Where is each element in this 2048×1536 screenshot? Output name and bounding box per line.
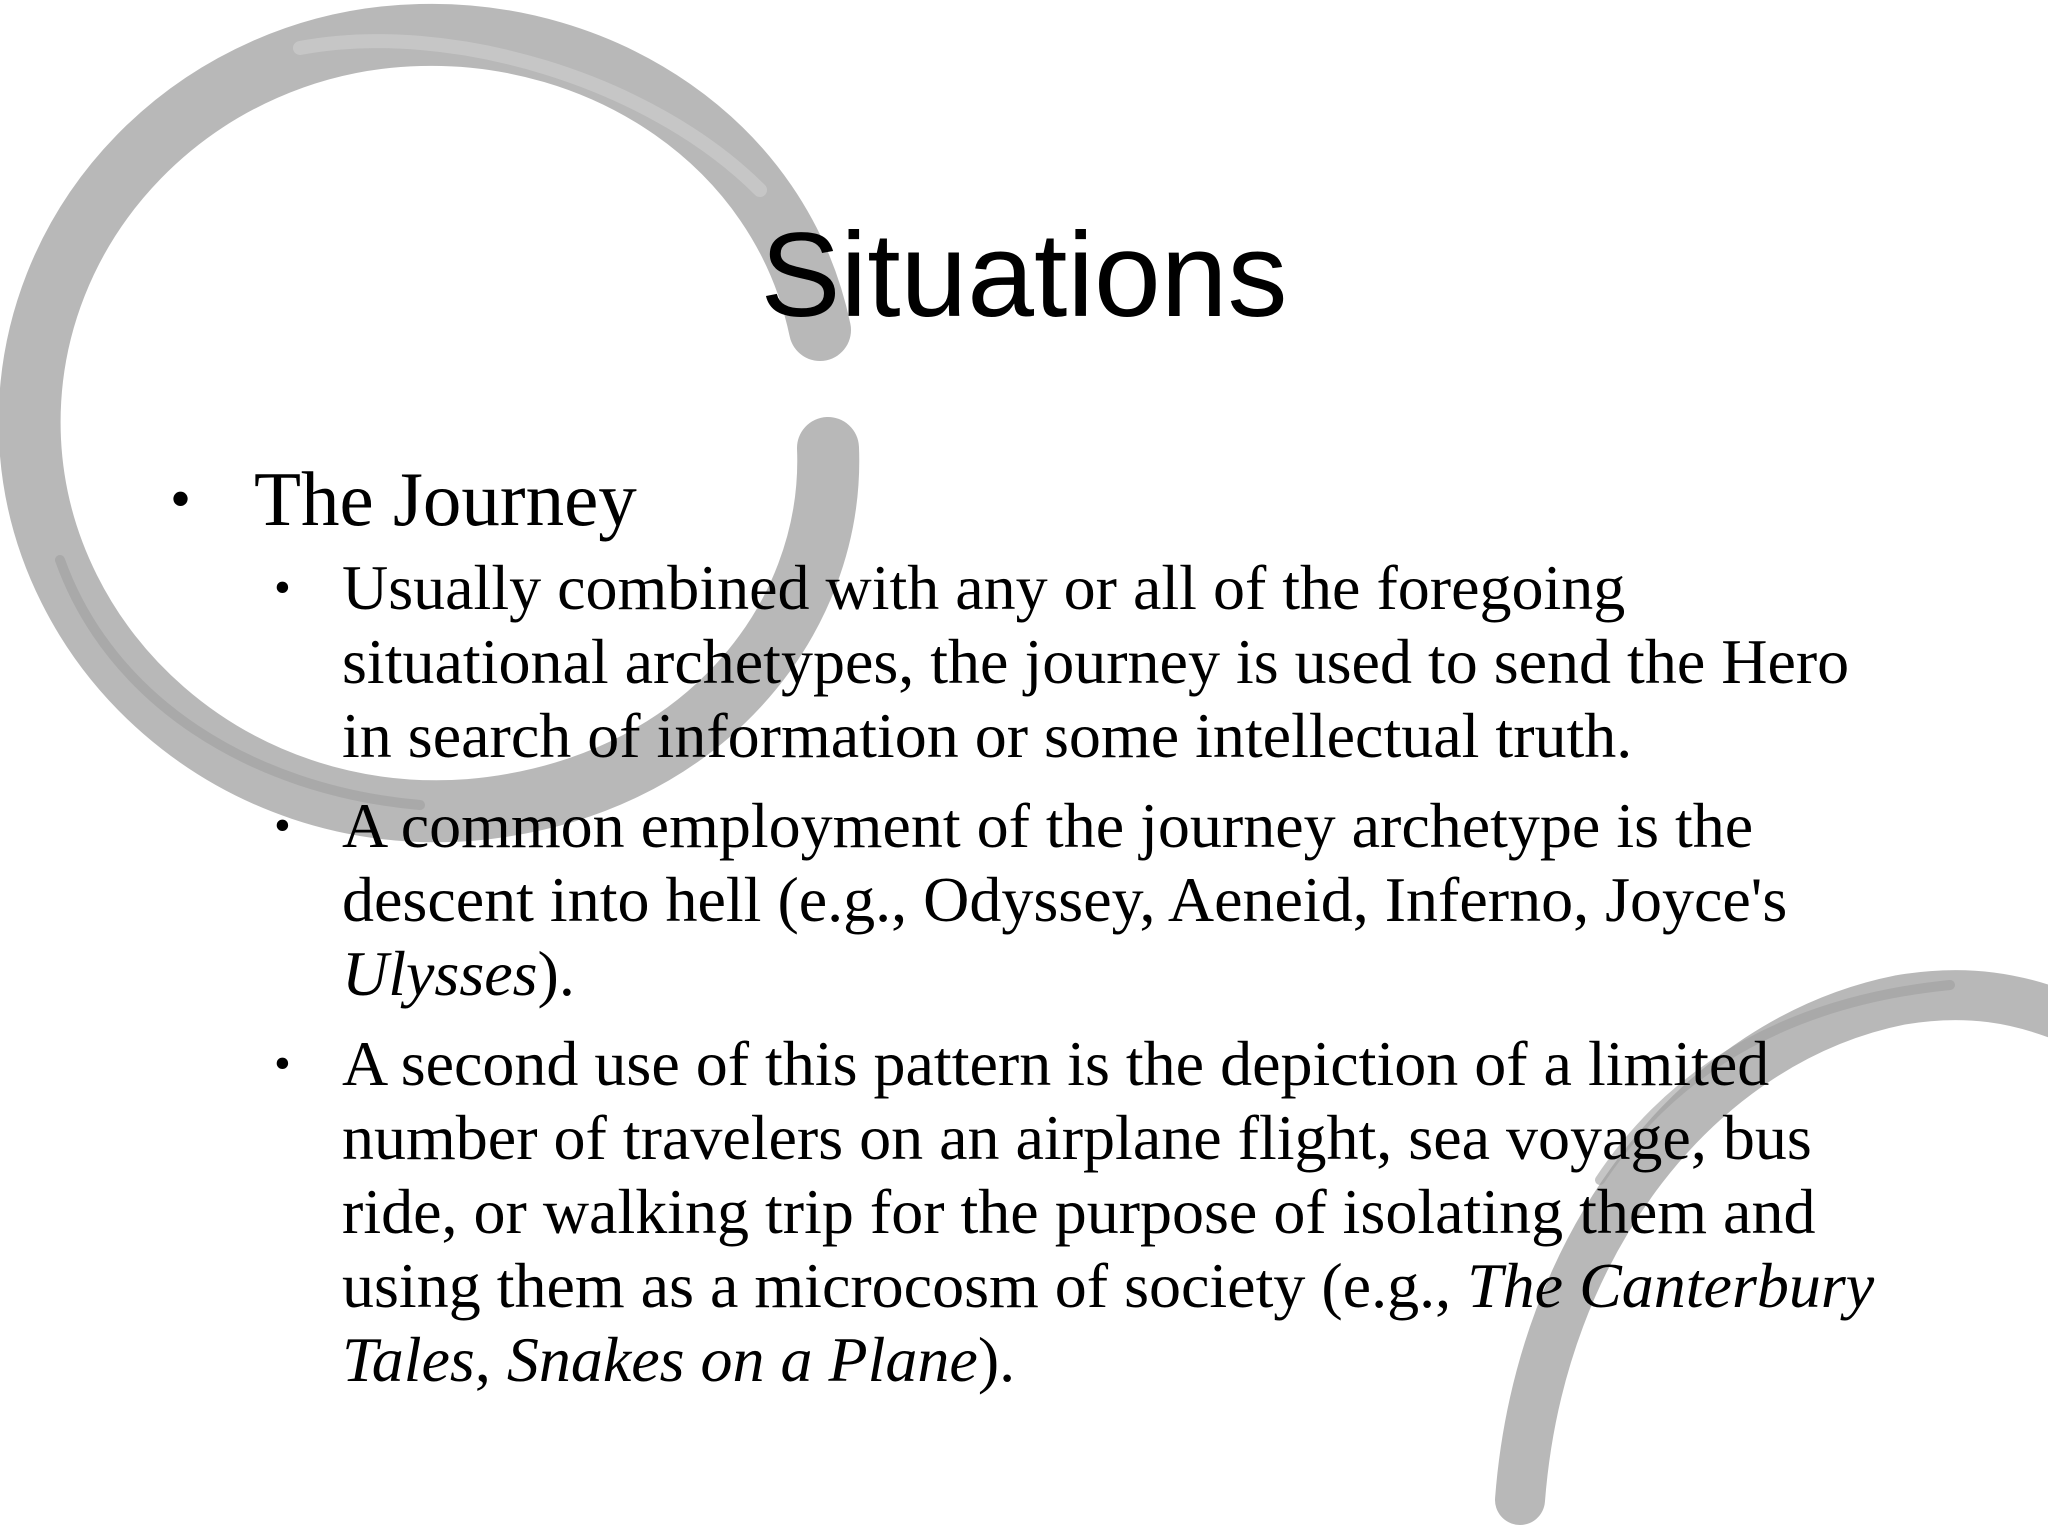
bullet-icon: •: [274, 1037, 291, 1090]
sub-bullet-list: [170, 551, 1890, 1397]
text-run: A common employment of the journey archetype is the descent into hell (e.g., Odyssey, Aeneid, Inferno, Joyce's: [342, 790, 1788, 935]
sub-bullet-text: Usually combined with any or all of the foregoing situational archetypes, the journey is used to send the Hero in search of information or some intellectual truth.: [342, 552, 1850, 771]
bullet-icon: •: [274, 799, 291, 852]
bullet-icon: •: [274, 561, 291, 614]
sub-bullet-item: [170, 1027, 1890, 1397]
bullet-icon: •: [170, 466, 192, 532]
text-run: ).: [977, 1324, 1016, 1395]
sub-bullet-text: [342, 1028, 1874, 1395]
sub-bullet-item: [170, 789, 1890, 1011]
slide-content: [170, 452, 1890, 1413]
slide-title: Situations: [760, 208, 1288, 342]
italic-title: Snakes on a Plane: [506, 1324, 978, 1395]
italic-title: The Canterbury Tales: [342, 1250, 1875, 1395]
italic-title: Ulysses: [342, 938, 538, 1009]
text-run: ).: [537, 938, 575, 1009]
main-bullet-text: The Journey: [254, 456, 637, 542]
text-run: A second use of this pattern is the depiction of a limited number of travelers on an airplane flight, sea voyage, bus ride, or walking trip for the purpose of isolating them and using them as a microcosm of society (e.g.,: [342, 1028, 1816, 1321]
main-bullet-item: [170, 452, 1890, 547]
sub-bullet-text: [342, 790, 1787, 1009]
sub-bullet-item: [170, 551, 1890, 773]
text-run: ,: [474, 1324, 507, 1395]
